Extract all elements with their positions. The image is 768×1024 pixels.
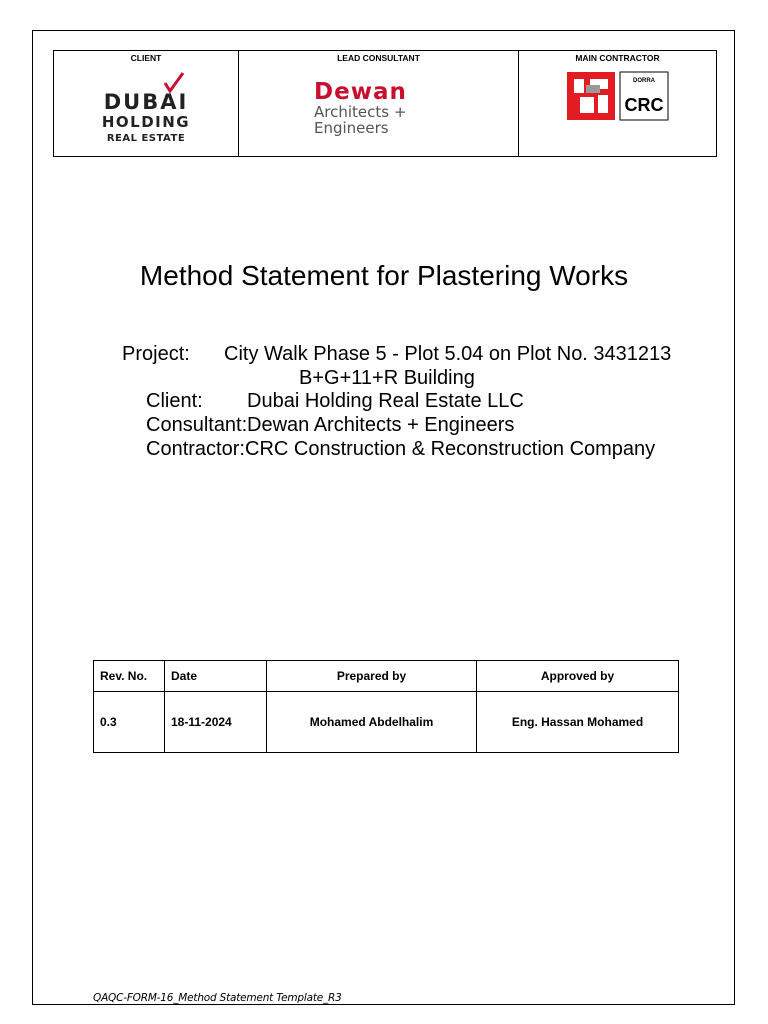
header-approved-by: Approved by [477,661,679,692]
client-info-label: Client: [146,390,203,412]
rev-no-cell: 0.3 [94,692,165,753]
consultant-info-label: Consultant: [146,414,248,436]
logo-line1: DUBAI [103,90,189,114]
crc-logo [566,71,670,123]
revision-table-header [94,661,679,692]
project-value-line2: B+G+11+R Building [299,367,475,389]
crc-brand-small: DORRA [632,78,655,84]
prepared-by-cell: Mohamed Abdelhalim [267,692,477,753]
contractor-cell [519,51,717,157]
checkmark-icon [165,73,183,91]
table-row [94,692,679,753]
header-prepared-by: Prepared by [267,661,477,692]
dewan-line3: Engineers [313,119,389,137]
header-rev-no: Rev. No. [94,661,165,692]
page-border [32,30,735,1005]
contractor-info-label: Contractor: [146,438,245,460]
document-title: Method Statement for Plastering Works [139,260,629,291]
header-logo-table [53,50,717,157]
consultant-info-value: Dewan Architects + Engineers [247,414,515,436]
consultant-cell [239,51,519,157]
approved-by-cell: Eng. Hassan Mohamed [477,692,679,753]
header-date: Date [165,661,267,692]
footer-form-reference: QAQC-FORM-16_Method Statement Template_R3 [93,992,342,1004]
client-info-value: Dubai Holding Real Estate LLC [247,390,524,412]
dewan-wordmark: Dewan [313,79,407,105]
project-value: City Walk Phase 5 - Plot 5.04 on Plot No. 3431213 [224,343,672,365]
crc-brand: CRC [624,95,663,115]
consultant-label: LEAD CONSULTANT [337,53,420,63]
dewan-logo [304,67,454,137]
revision-table [93,660,679,753]
logo-line3: REAL ESTATE [106,133,186,144]
client-cell [54,51,239,157]
project-label: Project: [122,343,190,365]
client-label: CLIENT [130,53,162,63]
contractor-label: MAIN CONTRACTOR [575,53,660,63]
dubai-holding-logo [91,69,201,147]
dewan-line2: Architects + [313,103,406,121]
logo-line2: HOLDING [101,113,191,131]
date-cell: 18-11-2024 [165,692,267,753]
contractor-info-value: CRC Construction & Reconstruction Company [245,438,656,460]
